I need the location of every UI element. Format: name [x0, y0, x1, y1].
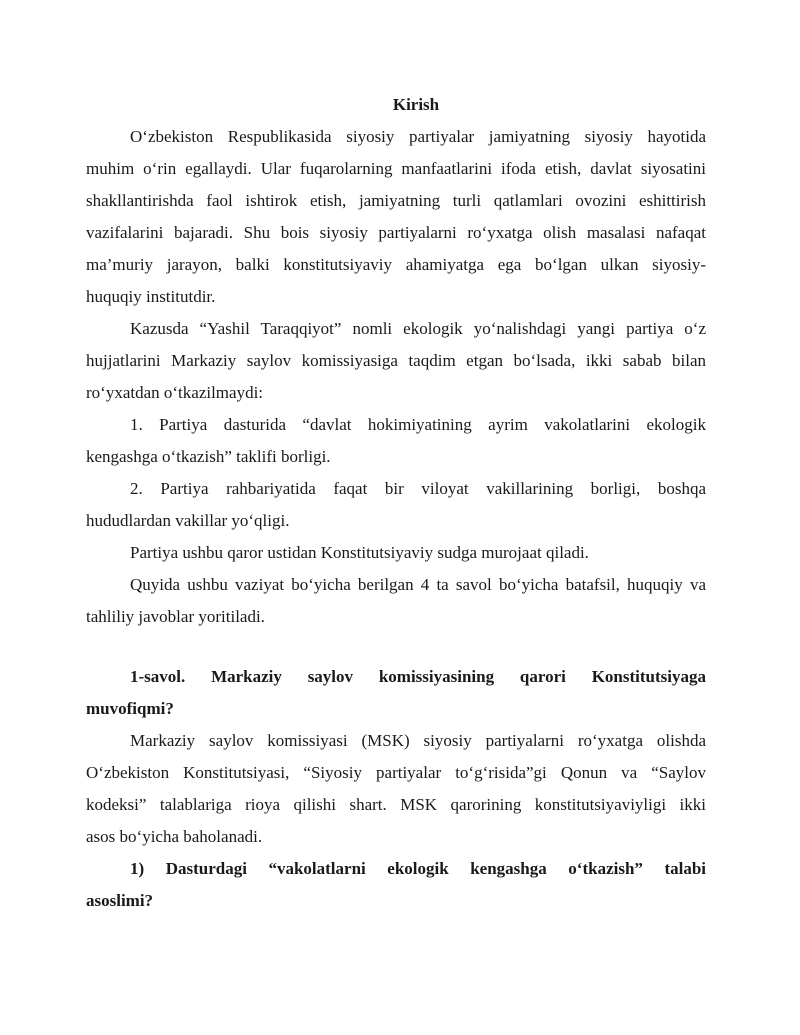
- subquestion-heading: 1) Dasturdagi “vakolatlarni ekologik kengashga o‘tkazish” talabi: [130, 859, 706, 878]
- answer-line: asos bo‘yicha baholanadi.: [86, 827, 263, 846]
- case-line: Kazusda “Yashil Taraqqiyot” nomli ekologik yo‘nalishdagi yangi partiya o‘z: [130, 319, 706, 338]
- answer-line: kodeksi” talablariga rioya qilishi shart. MSK qarorining konstitutsiyaviyligi ikki: [86, 795, 706, 814]
- intro-line: huquqiy institutdir.: [86, 287, 216, 306]
- summary-line: Quyida ushbu vaziyat bo‘yicha berilgan 4 ta savol bo‘yicha batafsil, huquqiy va: [130, 575, 706, 594]
- intro-line: shakllantirishda faol ishtirok etish, jamiyatning turli qatlamlari ovozini eshittirish: [86, 191, 706, 210]
- reason-line: 2. Partiya rahbariyatida faqat bir viloyat vakillarining borligi, boshqa: [130, 479, 706, 498]
- reason-line: hududlardan vakillar yo‘qligi.: [86, 511, 290, 530]
- reason-line: 1. Partiya dasturida “davlat hokimiyatining ayrim vakolatlarini ekologik: [130, 415, 706, 434]
- answer-line: O‘zbekiston Konstitutsiyasi, “Siyosiy partiyalar to‘g‘risida”gi Qonun va “Saylov: [86, 763, 706, 782]
- subquestion-heading: asoslimi?: [86, 891, 154, 910]
- case-line: ro‘yxatdan o‘tkazilmaydi:: [86, 383, 264, 402]
- reason-line: kengashga o‘tkazish” taklifi borligi.: [86, 447, 331, 466]
- intro-line: muhim o‘rin egallaydi. Ular fuqarolarning manfaatlarini ifoda etish, davlat siyosatini: [86, 159, 706, 178]
- intro-line: ma’muriy jarayon, balki konstitutsiyaviy ahamiyatga ega bo‘lgan ulkan siyosiy-: [86, 255, 706, 274]
- summary-line: tahliliy javoblar yoritiladi.: [86, 607, 265, 626]
- appeal-line: Partiya ushbu qaror ustidan Konstitutsiyaviy sudga murojaat qiladi.: [130, 543, 589, 562]
- intro-line: vazifalarini bajaradi. Shu bois siyosiy partiyalarni ro‘yxatga olish masalasi nafaqat: [86, 223, 706, 242]
- case-line: hujjatlarini Markaziy saylov komissiyasiga taqdim etgan bo‘lsada, ikki sabab bilan: [86, 351, 706, 370]
- intro-line: O‘zbekiston Respublikasida siyosiy partiyalar jamiyatning siyosiy hayotida: [130, 127, 706, 146]
- question-heading: 1-savol. Markaziy saylov komissiyasining qarori Konstitutsiyaga: [130, 667, 706, 686]
- question-heading: muvofiqmi?: [86, 699, 174, 718]
- page-title: Kirish: [392, 95, 440, 114]
- answer-line: Markaziy saylov komissiyasi (MSK) siyosiy partiyalarni ro‘yxatga olishda: [130, 731, 706, 750]
